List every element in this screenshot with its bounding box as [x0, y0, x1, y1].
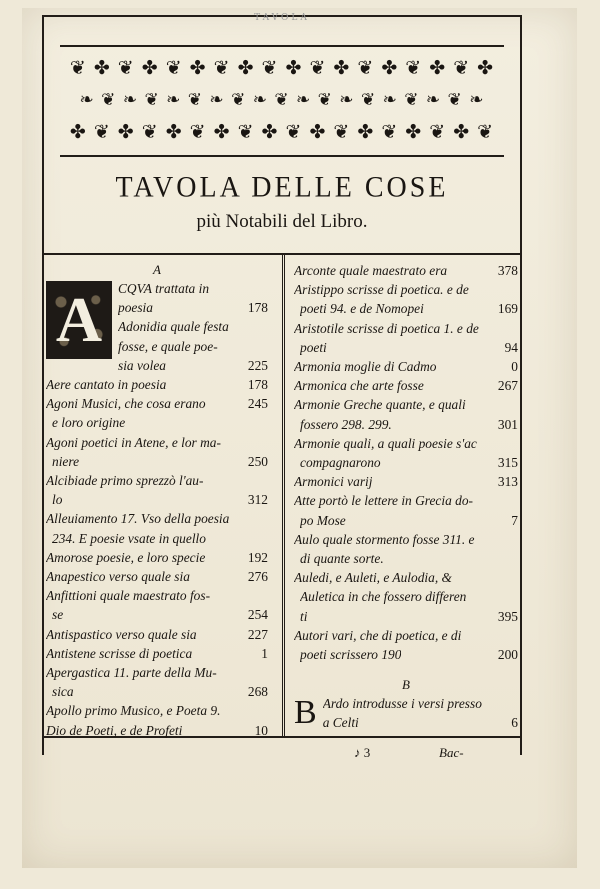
- index-entry: [46, 529, 268, 548]
- section-letter: A: [153, 262, 161, 277]
- signature-mark: ♪ 3: [354, 745, 371, 760]
- entry-page-number: 276: [247, 569, 268, 585]
- index-entry: [294, 434, 518, 453]
- index-entry: [294, 626, 518, 645]
- index-entry: [46, 490, 268, 509]
- entry-text: 234. E poesie vsate in quello: [52, 530, 206, 546]
- index-entry: [46, 701, 268, 720]
- index-entry: [118, 279, 268, 298]
- index-entry: [118, 337, 268, 356]
- entry-text: Armonie quali, a quali poesie s'ac: [294, 435, 477, 451]
- entry-text: compagnarono: [300, 455, 381, 471]
- b-initial: B: [294, 694, 317, 732]
- ornamental-border: [60, 45, 504, 157]
- index-entry: [118, 356, 268, 375]
- entry-page-number: 192: [247, 549, 268, 565]
- entry-text: Autori vari, che di poetica, e di: [294, 627, 462, 643]
- entry-text: se: [52, 607, 64, 623]
- column-divider: [282, 253, 285, 736]
- entry-page-number: 245: [247, 396, 268, 412]
- entry-text: Antistene scrisse di poetica: [46, 645, 193, 661]
- entry-text: a Celti: [322, 715, 359, 731]
- index-entry: [294, 587, 518, 606]
- entry-page-number: 378: [497, 263, 518, 278]
- entry-text: Antispastico verso quale sia: [46, 626, 197, 642]
- catchword: Bac-: [439, 745, 464, 760]
- index-entry: [46, 663, 268, 682]
- index-entry: [294, 338, 518, 357]
- entry-page-number: 178: [247, 377, 268, 393]
- index-entry: [46, 644, 268, 663]
- index-entry: [46, 433, 268, 452]
- entry-text: Armonie Greche quante, e quali: [294, 397, 466, 413]
- entry-text: Armonia moglie di Cadmo: [294, 359, 437, 375]
- section-letter: B: [402, 677, 410, 693]
- entry-text: Anfittioni quale maestrato fos-: [46, 588, 211, 604]
- entry-page-number: 312: [247, 492, 268, 508]
- entry-text: poeti 94. e de Nomopei: [300, 301, 424, 317]
- ornament-row: ❦ ✤ ❦ ✤ ❦ ✤ ❦ ✤ ❦ ✤ ❦ ✤ ❦ ✤ ❦ ✤ ❦ ✤: [69, 57, 495, 79]
- entry-page-number: 94: [504, 339, 518, 355]
- entry-text: sia volea: [118, 357, 166, 373]
- index-entry: [46, 625, 268, 644]
- entry-page-number: 227: [247, 626, 268, 642]
- page-subtitle: più Notabili del Libro.: [196, 211, 368, 232]
- entry-text: e loro origine: [52, 415, 126, 431]
- index-entry: [46, 452, 268, 471]
- entry-text: poeti scrissero 190: [300, 647, 402, 663]
- index-entry: [294, 530, 518, 549]
- entry-text: Amorose poesie, e loro specie: [46, 549, 206, 565]
- entry-text: sica: [52, 684, 74, 700]
- index-entry: [46, 548, 268, 567]
- entry-text: Arconte quale maestrato era: [294, 263, 448, 278]
- entry-text: poesia: [118, 300, 153, 316]
- entry-page-number: 254: [247, 607, 268, 623]
- index-entry: [46, 375, 268, 394]
- page-title: TAVOLA DELLE COSE: [115, 171, 449, 204]
- entry-text: Apollo primo Musico, e Poeta 9.: [46, 703, 221, 719]
- entry-text: CQVA trattata in: [118, 281, 210, 296]
- entry-text: Dio de Poeti, e de Profeti: [46, 722, 183, 738]
- index-entry: [294, 299, 518, 318]
- index-entry: [294, 549, 518, 568]
- entry-text: Ardo introdusse i versi presso: [322, 696, 482, 712]
- entry-page-number: 6: [511, 715, 518, 731]
- entry-page-number: 0: [511, 359, 518, 375]
- index-entry: [46, 586, 268, 605]
- index-entry: [46, 567, 268, 586]
- index-entry: [294, 376, 518, 395]
- entry-text: Armonici varij: [294, 474, 373, 490]
- entry-text: Alleuiamento 17. Vso della poesia: [46, 511, 230, 527]
- entry-text: fossero 298. 299.: [300, 416, 392, 432]
- entry-text: Aristotile scrisse di poetica 1. e de: [294, 320, 479, 336]
- entry-page-number: 267: [497, 378, 518, 394]
- entry-text: Aristippo scrisse di poetica. e de: [294, 282, 469, 298]
- entry-text: Aere cantato in poesia: [46, 377, 167, 393]
- dropcap-block: [46, 279, 268, 375]
- entry-page-number: 313: [497, 474, 518, 490]
- running-head: TAVOLA: [254, 13, 310, 23]
- index-entry: [294, 415, 518, 434]
- dropcap-initial: A: [46, 281, 112, 359]
- index-entry: [46, 682, 268, 701]
- entry-page-number: 395: [497, 608, 518, 624]
- index-entry: [46, 721, 268, 740]
- entry-text: po Mose: [300, 512, 346, 528]
- index-entry: [294, 511, 518, 530]
- entry-page-number: 268: [247, 684, 268, 700]
- entry-page-number: 200: [497, 647, 518, 663]
- index-entry: [46, 605, 268, 624]
- index-entry: [294, 453, 518, 472]
- ornament-row: ✤ ❦ ✤ ❦ ✤ ❦ ✤ ❦ ✤ ❦ ✤ ❦ ✤ ❦ ✤ ❦ ✤ ❦: [69, 121, 495, 143]
- entry-page-number: 169: [497, 301, 518, 317]
- entry-text: Anapestico verso quale sia: [46, 569, 190, 585]
- index-entry: [294, 472, 518, 491]
- index-entry: [294, 261, 518, 280]
- entry-text: Adonidia quale festa: [118, 319, 229, 335]
- entry-page-number: 315: [497, 455, 518, 471]
- entry-text: lo: [52, 492, 63, 508]
- entry-text: poeti: [300, 339, 327, 355]
- entry-text: Alcibiade primo sprezzò l'au-: [46, 473, 204, 489]
- entry-text: Auletica in che fossero differen: [300, 589, 467, 605]
- entry-text: Agoni poetici in Atene, e lor ma-: [46, 434, 221, 450]
- index-entry: [294, 607, 518, 626]
- entry-text: Apergastica 11. parte della Mu-: [46, 665, 217, 681]
- index-entry: [294, 395, 518, 414]
- entry-text: Armonica che arte fosse: [294, 378, 424, 394]
- printed-frame: [42, 13, 522, 760]
- left-column: [46, 261, 268, 740]
- index-entry: [323, 694, 518, 713]
- index-entry: [46, 471, 268, 490]
- entry-page-number: 10: [254, 722, 268, 738]
- index-entry: [294, 491, 518, 510]
- index-entry: [46, 394, 268, 413]
- ornament-row: ❧ ❦ ❧ ❦ ❧ ❦ ❧ ❦ ❧ ❦ ❧ ❦ ❧ ❦ ❧ ❦ ❧ ❦ ❧: [79, 90, 485, 110]
- b-block: [294, 694, 518, 732]
- index-entry: [294, 568, 518, 587]
- index-entry: [46, 413, 268, 432]
- index-entry: [323, 713, 518, 732]
- entry-text: niere: [52, 453, 80, 469]
- entry-page-number: 178: [247, 300, 268, 316]
- entry-text: Auledi, e Auleti, e Aulodia, &: [294, 570, 452, 586]
- entry-page-number: 1: [261, 645, 268, 661]
- index-entry: [118, 298, 268, 317]
- entry-page-number: 7: [511, 512, 518, 528]
- index-entry: [294, 280, 518, 299]
- index-entry: [46, 509, 268, 528]
- entry-page-number: 250: [247, 453, 268, 469]
- index-entry: [294, 645, 518, 664]
- index-entry: [118, 317, 268, 336]
- entry-page-number: 225: [247, 357, 268, 373]
- entry-text: fosse, e quale poe-: [118, 338, 218, 354]
- entry-text: di quante sorte.: [300, 551, 384, 567]
- entry-text: Agoni Musici, che cosa erano: [46, 396, 206, 412]
- entry-page-number: 301: [497, 416, 518, 432]
- entry-text: ti: [300, 608, 308, 624]
- right-column: [294, 261, 518, 733]
- entry-text: Aulo quale stormento fosse 311. e: [294, 531, 475, 547]
- index-entry: [294, 357, 518, 376]
- index-entry: [294, 319, 518, 338]
- entry-text: Atte portò le lettere in Grecia do-: [294, 493, 473, 509]
